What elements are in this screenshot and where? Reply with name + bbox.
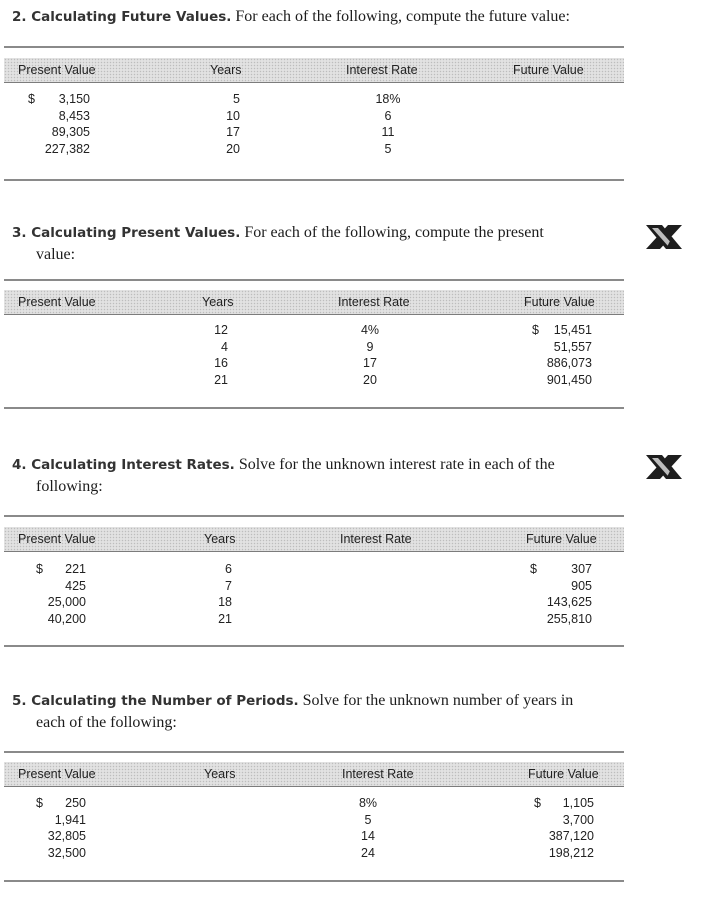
x-mark-icon	[644, 452, 684, 482]
table-cell: 4	[221, 339, 228, 354]
problem-instruction: For each of the following, compute the future value:	[235, 8, 570, 25]
table-cell: 17	[226, 125, 240, 139]
table-cell: $ 307	[530, 562, 592, 576]
col-present-value: Present Value	[18, 295, 96, 309]
table-cell: 6	[225, 562, 232, 576]
col-interest-rate: Interest Rate	[342, 767, 414, 781]
table-cell: 387,120	[548, 829, 594, 843]
problem-number: 4.	[12, 457, 27, 473]
problem-3-heading	[12, 222, 632, 266]
table-cell: $ 250	[36, 796, 86, 810]
future-value-column	[532, 322, 592, 388]
table-cell: 905	[571, 578, 592, 593]
col-years: Years	[210, 63, 242, 77]
col-future-value: Future Value	[513, 63, 584, 77]
table-cell: 7	[225, 578, 232, 593]
col-interest-rate: Interest Rate	[340, 532, 412, 546]
table-bottom-rule	[4, 179, 624, 181]
table-cell: 4%	[360, 323, 380, 337]
table-bottom-rule	[4, 880, 624, 882]
problem-title: Calculating Interest Rates.	[31, 457, 235, 473]
table-cell: 16	[214, 356, 228, 370]
problem-title: Calculating Present Values.	[31, 225, 241, 241]
table-bottom-rule	[4, 407, 624, 409]
table-cell: $ 15,451	[532, 323, 592, 337]
col-years: Years	[202, 295, 234, 309]
table-cell: 425	[65, 578, 86, 593]
table-cell: 51,557	[553, 339, 592, 354]
x-mark-icon	[644, 222, 684, 252]
table-cell: 5	[364, 812, 372, 827]
table-cell: 20	[363, 372, 377, 387]
table-cell: 89,305	[51, 125, 90, 139]
table-cell: 17	[363, 356, 377, 370]
col-years: Years	[204, 767, 236, 781]
interest-rate-column	[366, 91, 410, 157]
problem-title: Calculating Future Values.	[31, 9, 232, 25]
table-cell: 8,453	[58, 108, 90, 123]
table-cell: 21	[214, 372, 228, 387]
table-cell: 20	[226, 141, 240, 156]
table-cell: 11	[381, 125, 395, 139]
problem-instruction: For each of the following, compute the present	[244, 224, 544, 241]
table-cell: 40,200	[47, 611, 86, 626]
table-cell: 143,625	[546, 595, 592, 609]
table-cell: 32,805	[47, 829, 86, 843]
table-cell: 1,941	[54, 812, 86, 827]
col-present-value: Present Value	[18, 767, 96, 781]
problem-instruction-cont: value:	[36, 246, 76, 263]
table-cell: 18%	[375, 92, 401, 106]
problem-4-heading	[12, 454, 632, 498]
table-cell: 6	[384, 108, 392, 123]
col-present-value: Present Value	[18, 63, 96, 77]
problem-title: Calculating the Number of Periods.	[31, 693, 299, 709]
table-cell: 886,073	[546, 356, 592, 370]
future-value-column	[534, 795, 594, 861]
present-value-column	[36, 561, 86, 627]
table-bottom-rule	[4, 645, 624, 647]
present-value-column	[36, 795, 86, 861]
table-top-rule	[4, 46, 624, 48]
table-header	[4, 527, 624, 552]
col-present-value: Present Value	[18, 532, 96, 546]
table-cell: 25,000	[47, 595, 86, 609]
years-column	[206, 561, 232, 627]
problem-instruction: Solve for the unknown interest rate in each of the	[238, 456, 555, 473]
table-cell: 901,450	[546, 372, 592, 387]
col-future-value: Future Value	[526, 532, 597, 546]
table-cell: 8%	[358, 796, 378, 810]
problem-5-heading	[12, 690, 632, 734]
problem-instruction-cont: each of the following:	[36, 714, 177, 731]
table-cell: 32,500	[47, 845, 86, 860]
problem-number: 5.	[12, 693, 27, 709]
table-cell: 255,810	[546, 611, 592, 626]
table-cell: 5	[384, 141, 392, 156]
table-cell: 227,382	[44, 141, 90, 156]
table-cell: 198,212	[548, 845, 594, 860]
interest-rate-column	[348, 795, 388, 861]
table-header	[4, 762, 624, 787]
interest-rate-column	[350, 322, 390, 388]
problem-number: 3.	[12, 225, 27, 241]
table-cell: 12	[214, 323, 228, 337]
problem-instruction-cont: following:	[36, 478, 103, 495]
col-years: Years	[204, 532, 236, 546]
table-cell: 9	[366, 339, 374, 354]
table-top-rule	[4, 751, 624, 753]
col-interest-rate: Interest Rate	[338, 295, 410, 309]
problem-number: 2.	[12, 9, 27, 25]
table-cell: 3,700	[562, 812, 594, 827]
table-cell: 21	[218, 611, 232, 626]
table-top-rule	[4, 279, 624, 281]
col-future-value: Future Value	[528, 767, 599, 781]
years-column	[210, 91, 240, 157]
table-cell: 5	[233, 92, 240, 106]
table-cell: $ 221	[36, 562, 86, 576]
problem-2-heading	[12, 6, 632, 28]
table-cell: $ 3,150	[28, 92, 90, 106]
years-column	[202, 322, 228, 388]
table-cell: $ 1,105	[534, 796, 594, 810]
table-cell: 14	[361, 829, 375, 843]
table-cell: 10	[226, 108, 240, 123]
table-header	[4, 290, 624, 315]
future-value-column	[530, 561, 592, 627]
table-cell: 18	[218, 595, 232, 609]
col-interest-rate: Interest Rate	[346, 63, 418, 77]
present-value-column	[28, 91, 90, 157]
table-cell: 24	[361, 845, 375, 860]
table-top-rule	[4, 515, 624, 517]
problem-instruction: Solve for the unknown number of years in	[302, 692, 574, 709]
col-future-value: Future Value	[524, 295, 595, 309]
table-header	[4, 58, 624, 83]
